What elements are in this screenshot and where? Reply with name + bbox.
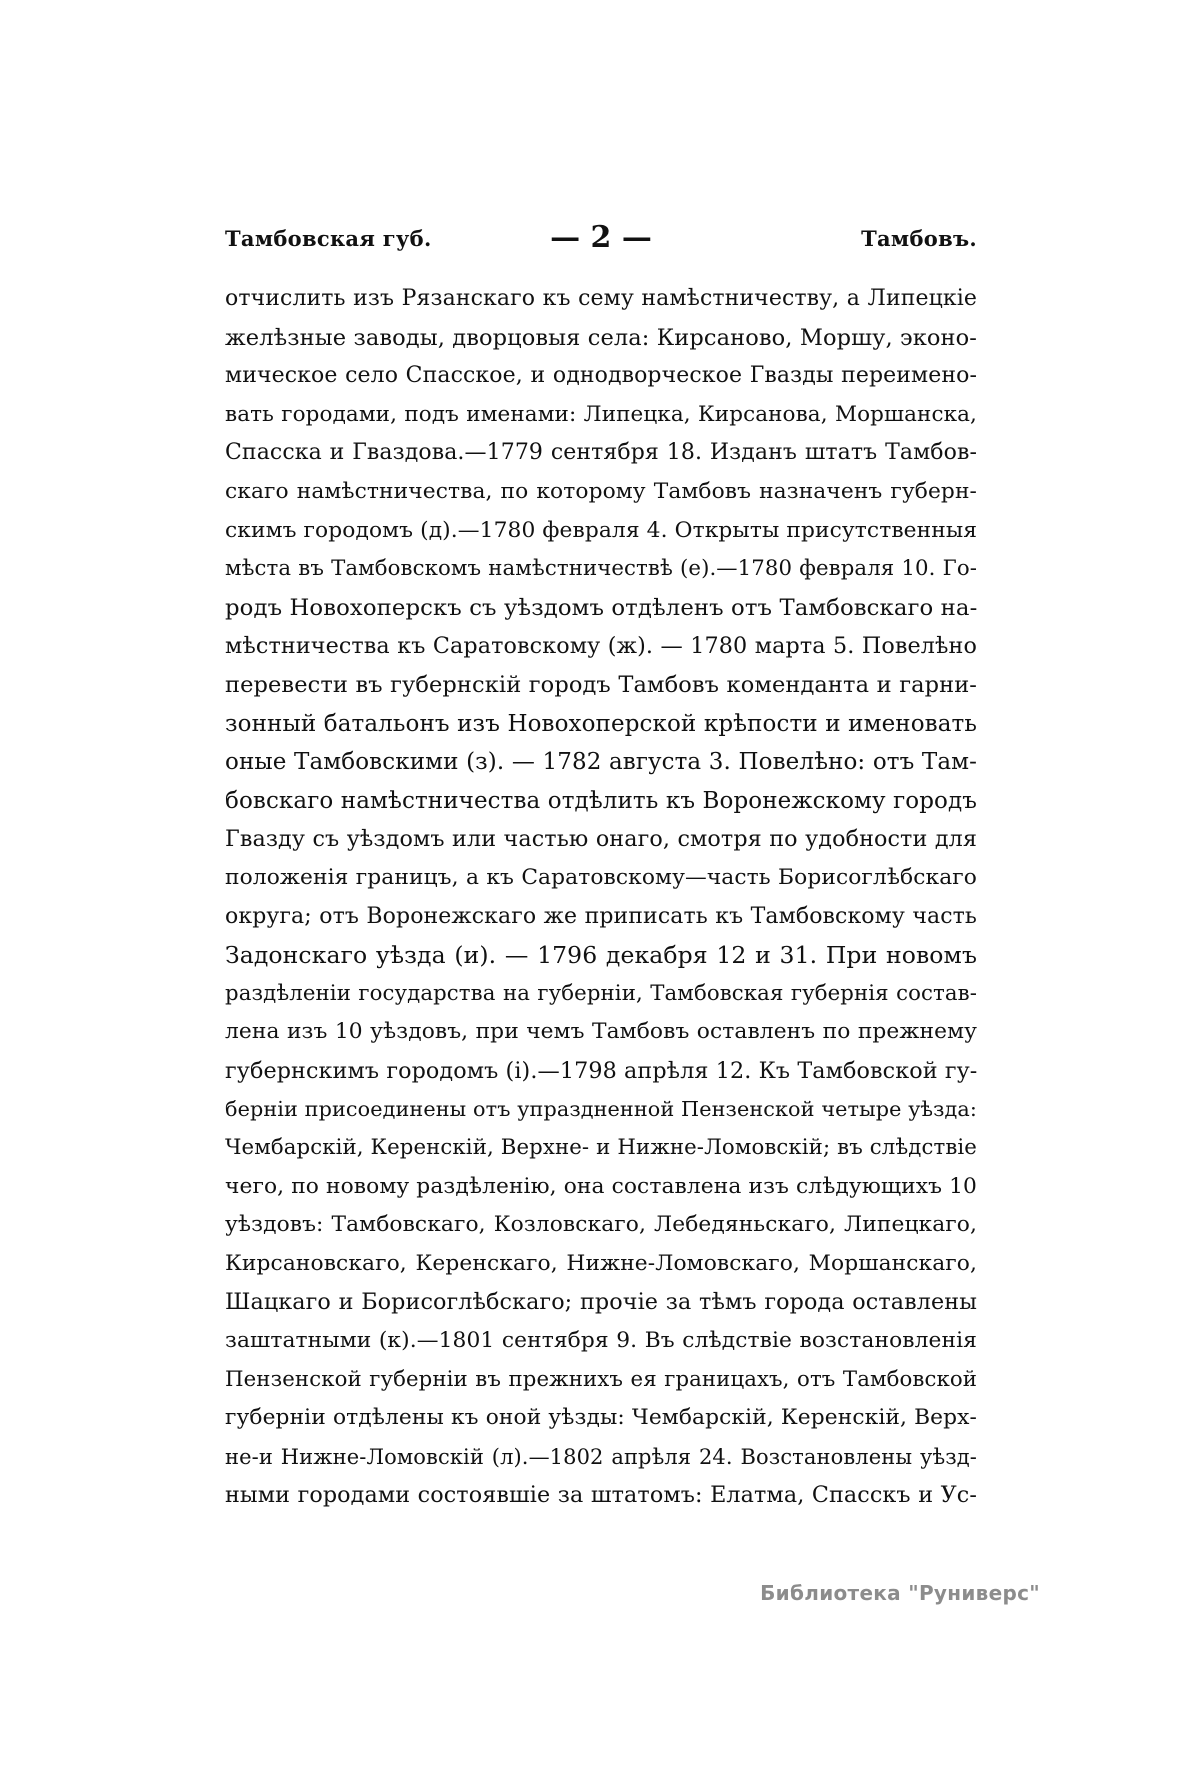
- text-line: Гвазду съ уѣздомъ или частью онаго, смотря по удобности для: [225, 826, 977, 853]
- text-line: мѣста въ Тамбовскомъ намѣстничествѣ (е).—1780 февраля 10. Го-: [225, 556, 977, 582]
- text-line: мѣстничества къ Саратовскому (ж). — 1780 марта 5. Повелѣно: [225, 633, 977, 660]
- text-line: оные Тамбовскими (з). — 1782 августа 3. Повелѣно: отъ Там-: [225, 749, 977, 776]
- header-city: Тамбовъ.: [861, 226, 977, 251]
- text-line: губернскимъ городомъ (і).—1798 апрѣля 12. Къ Тамбовской гу-: [225, 1057, 978, 1084]
- text-line: положенія границъ, а къ Саратовскому—часть Борисоглѣбскаго: [225, 864, 977, 890]
- text-line: желѣзные заводы, дворцовыя села: Кирсаново, Моршу, эконо-: [225, 324, 977, 351]
- text-line: мическое село Спасское, и однодворческое Гвазды переимено-: [225, 363, 977, 389]
- text-line: Чембарскій, Керенскій, Верхне- и Нижне-Ломовскій; въ слѣдствіе: [225, 1135, 977, 1161]
- text-line: заштатными (к).—1801 сентября 9. Въ слѣдствіе возстановленія: [225, 1328, 977, 1354]
- text-line: Задонскаго уѣзда (и). — 1796 декабря 12 и 31. При новомъ: [225, 941, 977, 970]
- text-line: раздѣленіи государства на губерніи, Тамбовская губернія состав-: [225, 980, 977, 1006]
- text-line: Шацкаго и Борисоглѣбскаго; прочіе за тѣмъ города оставлены: [225, 1289, 977, 1316]
- text-line: Пензенской губерніи въ прежнихъ ея границахъ, отъ Тамбовской: [225, 1366, 977, 1392]
- running-header: [225, 220, 977, 262]
- text-line: уѣздовъ: Тамбовскаго, Козловскаго, Лебедяньскаго, Липецкаго,: [225, 1212, 977, 1238]
- text-line: скаго намѣстничества, по которому Тамбовъ назначенъ губерн-: [225, 478, 977, 504]
- text-line: зонный батальонъ изъ Новохоперской крѣпости и именовать: [225, 710, 977, 737]
- page-number: — 2 —: [550, 220, 652, 255]
- header-province: Тамбовская губ.: [225, 226, 432, 251]
- text-line: скимъ городомъ (д).—1780 февраля 4. Открыты присутственныя: [225, 517, 978, 543]
- text-line: бовскаго намѣстничества отдѣлить къ Воронежскому городъ: [225, 787, 977, 814]
- text-line: чего, по новому раздѣленію, она составлена изъ слѣдующихъ 10: [225, 1173, 977, 1199]
- text-line: Спасска и Гваздова.—1779 сентября 18. Изданъ штатъ Тамбов-: [225, 440, 977, 466]
- text-line: родъ Новохоперскъ съ уѣздомъ отдѣленъ отъ Тамбовскаго на-: [225, 594, 978, 621]
- text-line: Кирсановскаго, Керенскаго, Нижне-Ломовскаго, Моршанскаго,: [225, 1250, 977, 1276]
- text-line: берніи присоединены отъ упраздненной Пензенской четыре уѣзда:: [225, 1097, 977, 1122]
- text-line: округа; отъ Воронежскаго же приписать къ Тамбовскому часть: [225, 903, 977, 929]
- text-line: вать городами, подъ именами: Липецка, Кирсанова, Моршанска,: [225, 401, 977, 427]
- text-line: отчислить изъ Рязанскаго къ сему намѣстничеству, а Липецкіе: [225, 286, 977, 311]
- text-line: губерніи отдѣлены къ оной уѣзды: Чембарскій, Керенскій, Верх-: [225, 1405, 977, 1431]
- body-text: [225, 280, 977, 1515]
- text-line: ными городами состоявшіе за штатомъ: Елатма, Спасскъ и Ус-: [225, 1482, 977, 1509]
- text-line: лена изъ 10 уѣздовъ, при чемъ Тамбовъ оставленъ по прежнему: [225, 1019, 977, 1045]
- text-line: не-и Нижне-Ломовскій (л).—1802 апрѣля 24. Возстановлены уѣзд-: [225, 1444, 977, 1469]
- library-watermark: Библиотека "Руниверс": [760, 1581, 1040, 1605]
- text-line: перевести въ губернскій городъ Тамбовъ коменданта и гарни-: [225, 671, 977, 698]
